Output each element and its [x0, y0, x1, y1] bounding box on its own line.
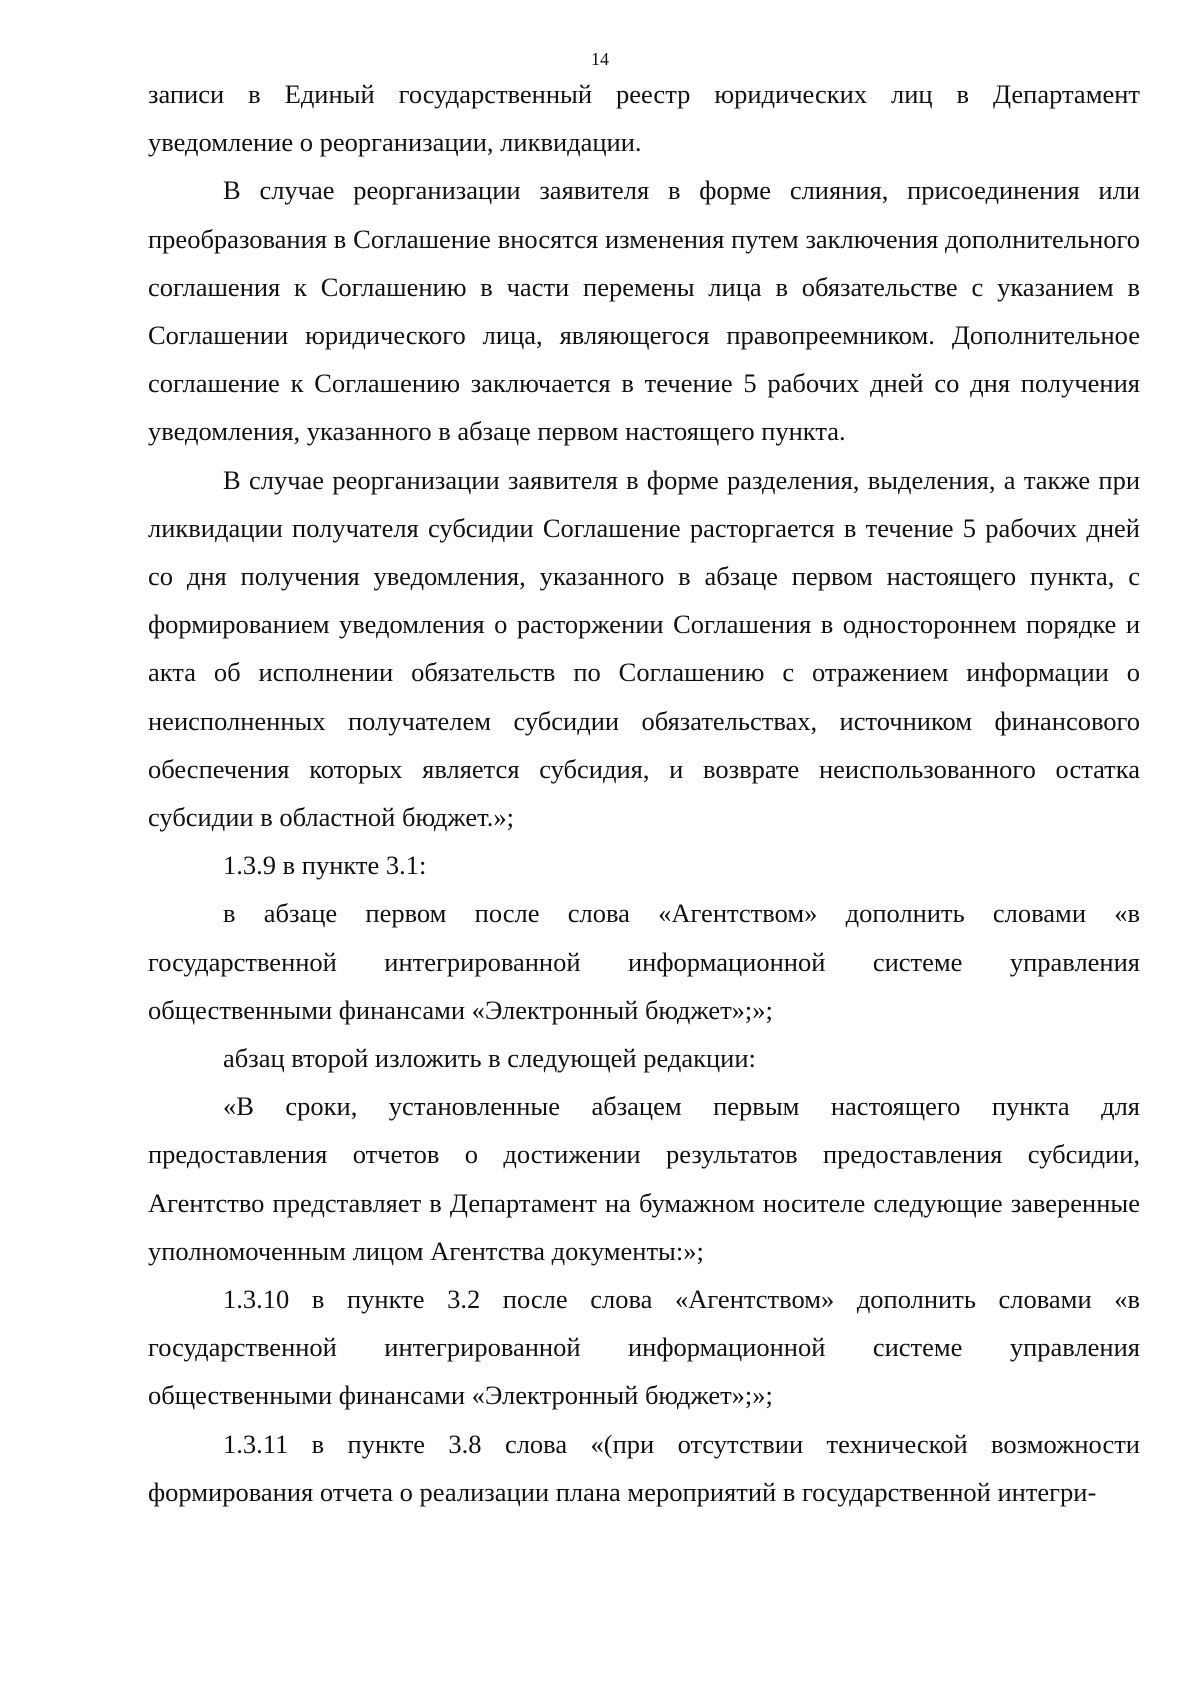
- paragraph-continuation: записи в Единый государственный реестр юридических лиц в Департамент уведомление о реорганизации, ликвидации.: [148, 79, 1140, 158]
- paragraph-second-clause-text: «В сроки, установленные абзацем первым настоящего пункта для предоставления отчетов о достижении результатов предоставления субсидии, Агентство представляет в Департамент на бумажном носителе следующие заверенные уполномоченным лицом Агентства документы:»;: [148, 1091, 1140, 1266]
- page-number: 14: [591, 49, 609, 69]
- paragraph-item-1-3-10: 1.3.10 в пункте 3.2 после слова «Агентством» дополнить словами «в государственной интегрированной информационной системе управления общественными финансами «Электронный бюджет»;»;: [148, 1284, 1140, 1411]
- document-body: [148, 70, 1140, 1516]
- paragraph-item-1-3-9: 1.3.9 в пункте 3.1:: [223, 850, 427, 881]
- paragraph-second-clause-heading: абзац второй изложить в следующей редакции:: [223, 1043, 756, 1074]
- paragraph-division-liquidation: В случае реорганизации заявителя в форме разделения, выделения, а также при ликвидации получателя субсидии Соглашение расторгается в течение 5 рабочих дней со дня получения уведомления, указанного в абзаце первом настоящего пункта, с формированием уведомления о расторжении Соглашения в одностороннем порядке и акта об исполнении обязательств по Соглашению с отражением информации о неисполненных получателем субсидии обязательствах, источником финансового обеспечения которых является субсидия, и возврате неиспользованного остатка субсидии в областной бюджет.»;: [148, 464, 1140, 833]
- paragraph-merger-reorganization: В случае реорганизации заявителя в форме слияния, присоединения или преобразования в Соглашение вносятся изменения путем заключения дополнительного соглашения к Соглашению в части перемены лица в обязательстве с указанием в Соглашении юридического лица, являющегося правопреемником. Дополнительное соглашение к Соглашению заключается в течение 5 рабочих дней со дня получения уведомления, указанного в абзаце первом настоящего пункта.: [148, 175, 1140, 447]
- paragraph-first-clause-amendment: в абзаце первом после слова «Агентством» дополнить словами «в государственной интегрированной информационной системе управления общественными финансами «Электронный бюджет»;»;: [148, 898, 1140, 1025]
- paragraph-item-1-3-11: 1.3.11 в пункте 3.8 слова «(при отсутствии технической возможности формирования отчета о реализации плана мероприятий в государственной интегри-: [148, 1428, 1140, 1507]
